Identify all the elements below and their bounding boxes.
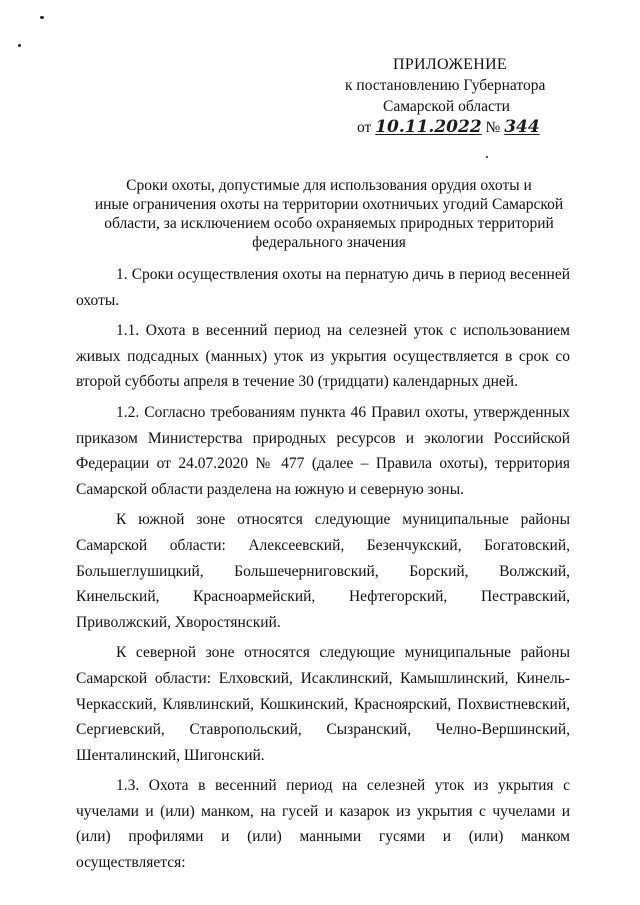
appendix-resolution-line: к постановлению Губернатора [345,77,546,94]
south-zone-paragraph: К южной зоне относятся следующие муниципальные районы Самарской области: Алексеевский, Безенчукский, Богатовский, Большеглушицкий, Большечерниговский, Борский, Волжский, Кинельский, Красноармейский, Нефтегорский, Пестравский, Приволжский, Хворостянский. [76,511,570,631]
appendix-header [345,54,585,138]
handwritten-number: 344 [504,117,540,137]
paragraph-1-1: 1.1. Охота в весенний период на селезней уток с использованием живых подсадных (манных) уток из укрытия осуществляется в срок со второй субботы апреля в течение 30 (тридцати) календарных дней. [76,322,570,391]
appendix-heading: ПРИЛОЖЕНИЕ [393,56,508,73]
number-prefix: № [485,119,501,136]
scan-speck [486,156,488,158]
paragraph-1-3: 1.3. Охота в весенний период на селезней уток из укрытия с чучелами и (или) манком, на гусей и казарок из укрытия с чучелами и (или) профилями и (или) манными гусями и (или) манком осуществляется: [76,777,570,872]
north-zone-paragraph: К северной зоне относятся следующие муниципальные районы Самарской области: Елховский, Исаклинский, Камышлинский, Кинель-Черкасский, Клявлинский, Кошкинский, Красноярский, Похвистневский, Сергиевский, Ставропольский, Сызранский, Челно-Вершинский, Шенталинский, Шигонский. [76,644,570,764]
scan-speck [40,16,44,19]
appendix-date-number-line [345,117,585,138]
appendix-region-line: Самарской области [383,98,510,115]
document-body [76,262,570,879]
section-1-heading: 1. Сроки осуществления охоты на пернатую дичь в период весенней охоты. [76,266,570,309]
handwritten-date: 10.11.2022 [375,117,482,137]
scan-speck [18,44,21,47]
document-title [64,176,594,252]
title-line: Сроки охоты, допустимые для использования орудия охоты и [126,177,532,194]
title-line: иные ограничения охоты на территории охотничьих угодий Самарской [94,196,564,213]
title-line: федерального значения [252,234,406,251]
title-line: области, за исключением особо охраняемых природных территорий [104,215,554,232]
date-prefix: от [357,119,372,136]
paragraph-1-2: 1.2. Согласно требованиям пункта 46 Правил охоты, утвержденных приказом Министерства природных ресурсов и экологии Российской Федерации от 24.07.2020 № 477 (далее – Правила охоты), территория Самарской области разделена на южную и северную зоны. [76,403,570,498]
